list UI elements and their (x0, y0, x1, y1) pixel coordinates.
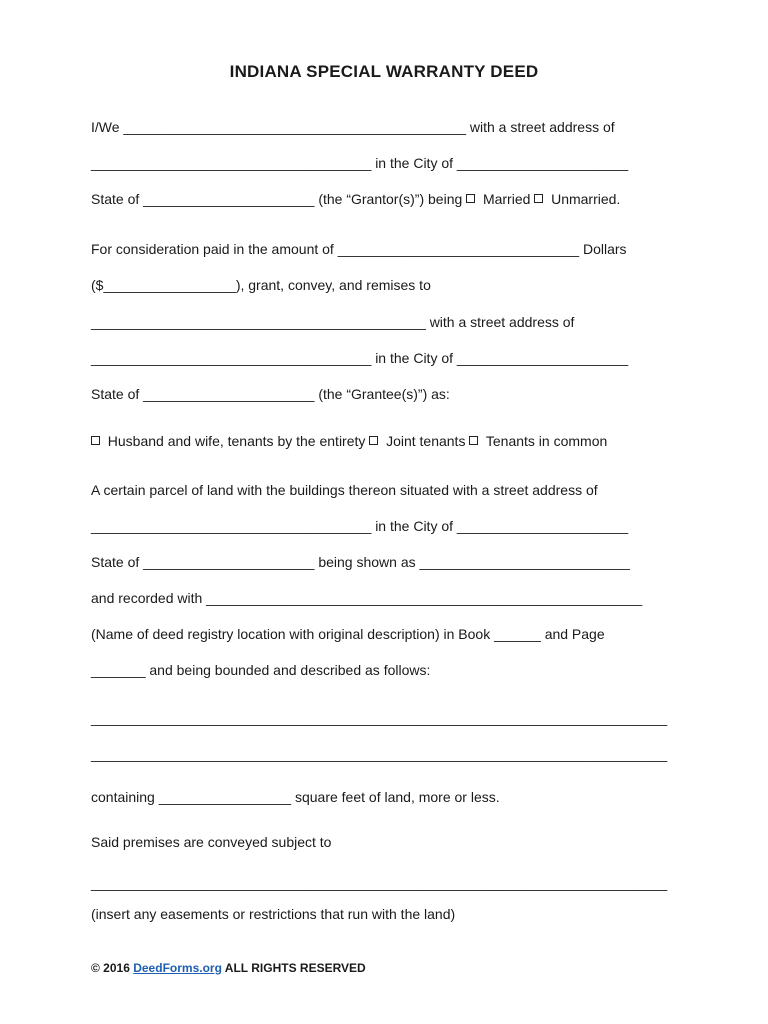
parcel-state-line: State of ______________________ being shown as ___________________________ (91, 554, 630, 570)
description-blank-line-2: __________________________________________________________________________ (91, 746, 668, 762)
easements-note-line: (insert any easements or restrictions that run with the land) (91, 906, 456, 922)
square-feet-line: containing _________________ square feet of land, more or less. (91, 789, 500, 805)
grantor-name-line: I/We ____________________________________________ with a street address of (91, 119, 615, 135)
subject-to-line: Said premises are conveyed subject to (91, 834, 332, 850)
grantor-state-line (91, 190, 620, 208)
easements-blank-line: __________________________________________________________________________ (91, 875, 668, 891)
description-blank-line-1: __________________________________________________________________________ (91, 710, 668, 726)
joint-tenants-label: Joint tenants (386, 433, 470, 449)
husband-wife-label: Husband and wife, tenants by the entirety (107, 433, 370, 449)
married-checkbox[interactable] (466, 194, 475, 203)
recorded-with-line: and recorded with ________________________________________________________ (91, 590, 643, 606)
grant-line: ($_________________), grant, convey, and remises to (91, 277, 431, 293)
husband-wife-checkbox[interactable] (91, 436, 100, 445)
deedforms-link[interactable]: DeedForms.org (133, 961, 222, 975)
rights-text: ALL RIGHTS RESERVED (221, 961, 366, 975)
parcel-address-line: ____________________________________ in the City of ______________________ (91, 518, 629, 534)
grantee-name-line: ___________________________________________ with a street address of (91, 314, 575, 330)
consideration-line: For consideration paid in the amount of _______________________________ Dollars (91, 241, 627, 257)
grantor-address-line: ____________________________________ in the City of ______________________ (91, 155, 629, 171)
registry-line: (Name of deed registry location with original description) in Book ______ and Page (91, 626, 605, 642)
footer (91, 961, 366, 975)
parcel-description-line: A certain parcel of land with the buildings thereon situated with a street address of (91, 482, 598, 498)
unmarried-label: Unmarried. (551, 191, 621, 207)
joint-tenants-checkbox[interactable] (369, 436, 378, 445)
bounded-line: _______ and being bounded and described as follows: (91, 662, 431, 678)
tenants-in-common-label: Tenants in common (485, 433, 608, 449)
tenancy-options-line (91, 432, 607, 450)
grantee-address-line: ____________________________________ in the City of ______________________ (91, 350, 629, 366)
unmarried-checkbox[interactable] (534, 194, 543, 203)
grantor-state-text: State of ______________________ (the “Grantor(s)”) being (91, 191, 467, 207)
tenants-in-common-checkbox[interactable] (469, 436, 478, 445)
married-label: Married (482, 191, 535, 207)
grantee-state-line: State of ______________________ (the “Grantee(s)”) as: (91, 386, 450, 402)
page-title: INDIANA SPECIAL WARRANTY DEED (229, 62, 539, 81)
copyright-text: © 2016 (91, 961, 134, 975)
